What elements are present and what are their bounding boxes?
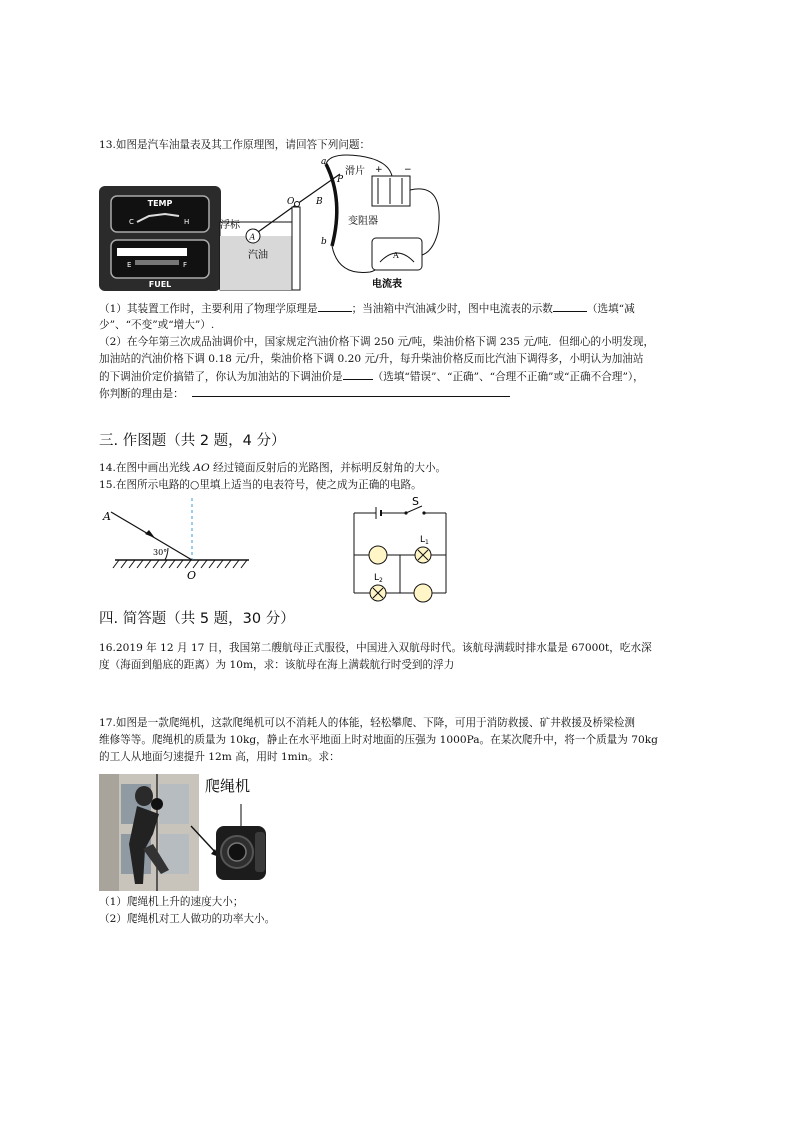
q13-part2-line2: 加油站的汽油价格下调 0.18 元/升，柴油价格下调 0.20 元/升，每升柴油价格反而比汽油下调得多，小明认为加油站 bbox=[99, 353, 644, 365]
q13-blank-principle[interactable] bbox=[318, 300, 352, 312]
q14-text bbox=[99, 460, 446, 477]
q13-blank-judgement[interactable] bbox=[343, 368, 373, 380]
q17-line2: 维修等等。爬绳机的质量为 10kg，静止在水平地面上时对地面的压强为 1000Pa。在某次爬升中，将一个质量为 70kg bbox=[99, 734, 658, 746]
q13-part2-line1: （2）在今年第三次成品油调价中，国家规定汽油价格下调 250 元/吨，柴油价格下调 235 元/吨．但细心的小明发现， bbox=[99, 336, 655, 348]
rope-climber-photo bbox=[99, 774, 274, 891]
end-a-label: a bbox=[321, 157, 327, 167]
q13-part2-text-b: （选填“错误”、“正确”、“合理不正确”或“正确不合理”）， bbox=[372, 371, 644, 383]
meter-slot-1[interactable] bbox=[369, 546, 387, 564]
slider-label: 滑片 bbox=[345, 166, 365, 177]
q16-line2: 度（海面到船底的距离）为 10m，求：该航母在海上满载航行时受到的浮力 bbox=[99, 659, 455, 671]
battery-plus-label: + bbox=[375, 165, 383, 175]
q13-blank-ammeter[interactable] bbox=[553, 300, 587, 312]
gauge-e-label: E bbox=[127, 261, 132, 269]
battery-minus-label: − bbox=[404, 165, 412, 175]
circuit-diagram bbox=[350, 497, 460, 607]
q17-sub2: （2）爬绳机对工人做功的功率大小。 bbox=[99, 913, 276, 925]
gauge-temp-label: TEMP bbox=[147, 199, 173, 208]
q13-part1-text-b: ；当油箱中汽油减少时，图中电流表的示数 bbox=[351, 303, 553, 315]
end-b-label: b bbox=[321, 237, 327, 247]
pivot-O-label: O bbox=[287, 197, 295, 207]
switch-S-label: S bbox=[412, 495, 419, 508]
gasoline-label: 汽油 bbox=[248, 250, 268, 261]
q13-part2-text-a: 的下调油价定价搞错了，你认为加油站的下调油价是 bbox=[99, 371, 343, 383]
q17-line3: 的工人从地面匀速提升 12m 高，用时 1min。求： bbox=[99, 751, 340, 763]
q17-sub1: （1）爬绳机上升的速度大小； bbox=[99, 896, 244, 908]
q13-stem: 13.如图是汽车油量表及其工作原理图，请回答下列问题： bbox=[99, 139, 371, 151]
rope-climber-label: 爬绳机 bbox=[205, 777, 251, 795]
q13-part1-line1 bbox=[99, 300, 635, 318]
float-label: 浮标 bbox=[220, 220, 240, 231]
q17-line1: 17.如图是一款爬绳机，这款爬绳机可以不消耗人的体能，轻松攀爬、下降，可用于消防救援、矿井救援及桥梁检测 bbox=[99, 717, 635, 729]
mirror-reflection-diagram bbox=[99, 498, 264, 583]
q13-part2-line4 bbox=[99, 385, 510, 403]
section3-title: 三. 作图题（共 2 题，4 分） bbox=[99, 433, 286, 449]
q14-text-b: 经过镜面反射后的光路图，并标明反射角的大小。 bbox=[209, 462, 447, 474]
lamp-L1-label: $L_1$ bbox=[420, 535, 429, 546]
slider-P-label: P bbox=[337, 175, 344, 185]
gauge-h-label: H bbox=[184, 218, 190, 226]
q14-text-a: 14.在图中画出光线 bbox=[99, 462, 194, 474]
gauge-fuel-label: FUEL bbox=[148, 280, 172, 289]
q13-part1-line2: 少”、“不变”或“增大”）. bbox=[99, 319, 215, 331]
angle-label: 30° bbox=[153, 548, 168, 557]
float-A-label: A bbox=[249, 232, 256, 242]
lamp-L2-label: $L_2$ bbox=[374, 573, 383, 584]
ammeter-label: 电流表 bbox=[372, 279, 402, 290]
q13-part1-text-c: （选填“减 bbox=[586, 303, 635, 315]
meter-slot-2[interactable] bbox=[414, 584, 432, 602]
gauge-c-label: C bbox=[129, 218, 134, 226]
section4-title: 四. 简答题（共 5 题，30 分） bbox=[99, 611, 295, 627]
fuel-gauge-circuit-diagram bbox=[220, 152, 465, 292]
rheostat-label: 变阻器 bbox=[348, 216, 378, 227]
q13-part2-line3 bbox=[99, 368, 644, 386]
q16-line1: 16.2019 年 12 月 17 日，我国第二艘航母正式服役，中国进入双航母时代。该航母满载时排水量是 67000t，吃水深 bbox=[99, 642, 652, 654]
fuel-gauge-photo bbox=[99, 186, 221, 291]
ammeter-A-label: A bbox=[393, 251, 399, 260]
gauge-f-label: F bbox=[183, 261, 188, 269]
q13-part1-text-a: （1）其装置工作时，主要利用了物理学原理是 bbox=[99, 303, 318, 315]
q15-text: 15.在图所示电路的○里填上适当的电表符号，使之成为正确的电路。 bbox=[99, 479, 422, 491]
ray-A-label: A bbox=[103, 510, 111, 523]
point-B-label: B bbox=[316, 197, 323, 207]
q13-blank-reason[interactable] bbox=[192, 385, 510, 397]
q14-ray-AO: AO bbox=[193, 462, 210, 474]
point-O-label: O bbox=[187, 569, 197, 582]
q13-part2-text-c: 你判断的理由是： bbox=[99, 388, 184, 400]
